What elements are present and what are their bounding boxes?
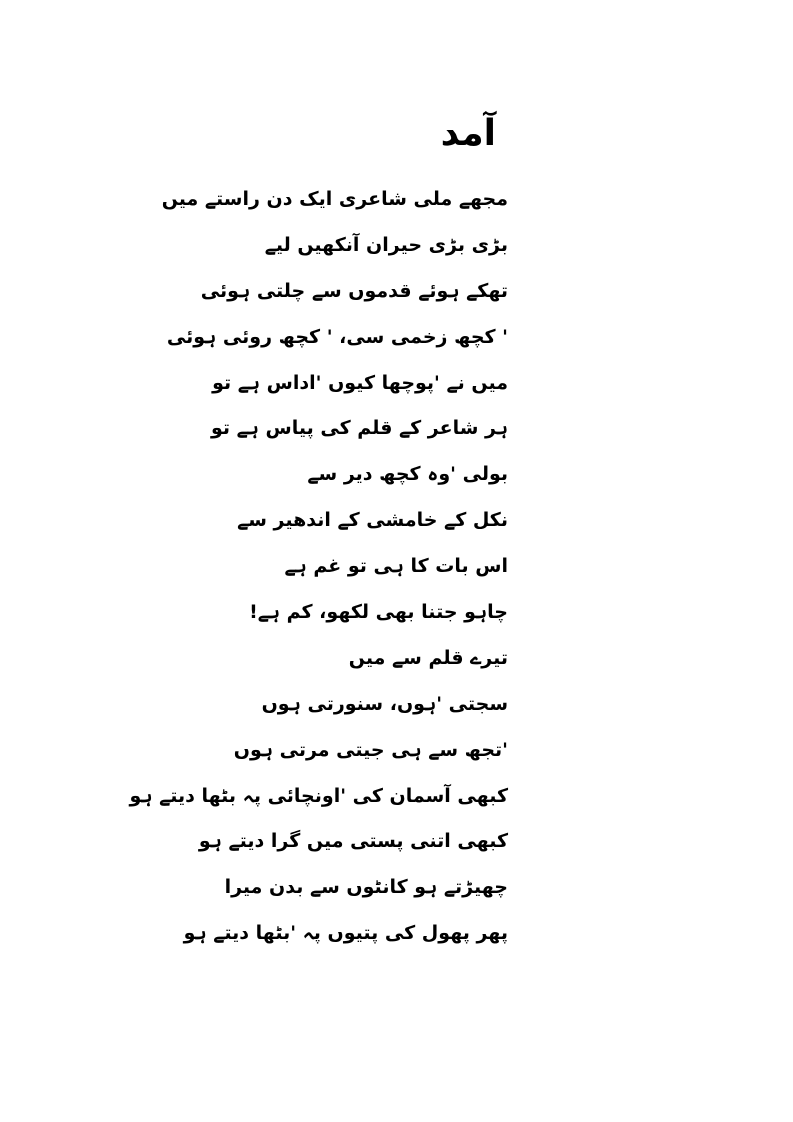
poem-body (129, 182, 508, 962)
poem-line: کبھی اتنی پستی میں گرا دیتے ہو (198, 830, 508, 853)
poem-line: نکل کے خامشی کے اندھیر سے (237, 509, 508, 532)
poem-line: 'تجھ سے ہی جیتی مرتی ہوں (233, 738, 508, 761)
poem-line: بولی 'وہ کچھ دیر سے (307, 463, 508, 486)
poem-line: تیرے قلم سے میں (348, 646, 508, 669)
poem-line: کبھی آسمان کی 'اونچائی پہ بٹھا دیتے ہو (129, 784, 508, 807)
poem-line: چاہو جتنا بھی لکھو، کم ہے! (249, 601, 508, 624)
poem-line: ہر شاعر کے قلم کی پیاس ہے تو (211, 417, 508, 440)
poem-line: بڑی بڑی حیران آنکھیں لیے (264, 233, 508, 256)
poem-line: اس بات کا ہی تو غم ہے (284, 555, 508, 578)
poem-line: میں نے 'پوچھا کیوں 'اداس ہے تو (212, 371, 508, 394)
poem-line: تھکے ہوئے قدموں سے چلتی ہوئی (200, 279, 508, 302)
poem-line: مجھے ملی شاعری ایک دن راستے میں (161, 188, 508, 210)
poem-title: آمد (440, 113, 496, 154)
poem-line: پھر پھول کی پتیوں پہ 'بٹھا دیتے ہو (183, 922, 508, 945)
poem-line: چھیڑتے ہو کانٹوں سے بدن میرا (224, 876, 508, 899)
poem-line: ' کچھ زخمی سی، ' کچھ روئی ہوئی (166, 325, 508, 348)
poem-line: سجتی 'ہوں، سنورتی ہوں (261, 692, 508, 715)
